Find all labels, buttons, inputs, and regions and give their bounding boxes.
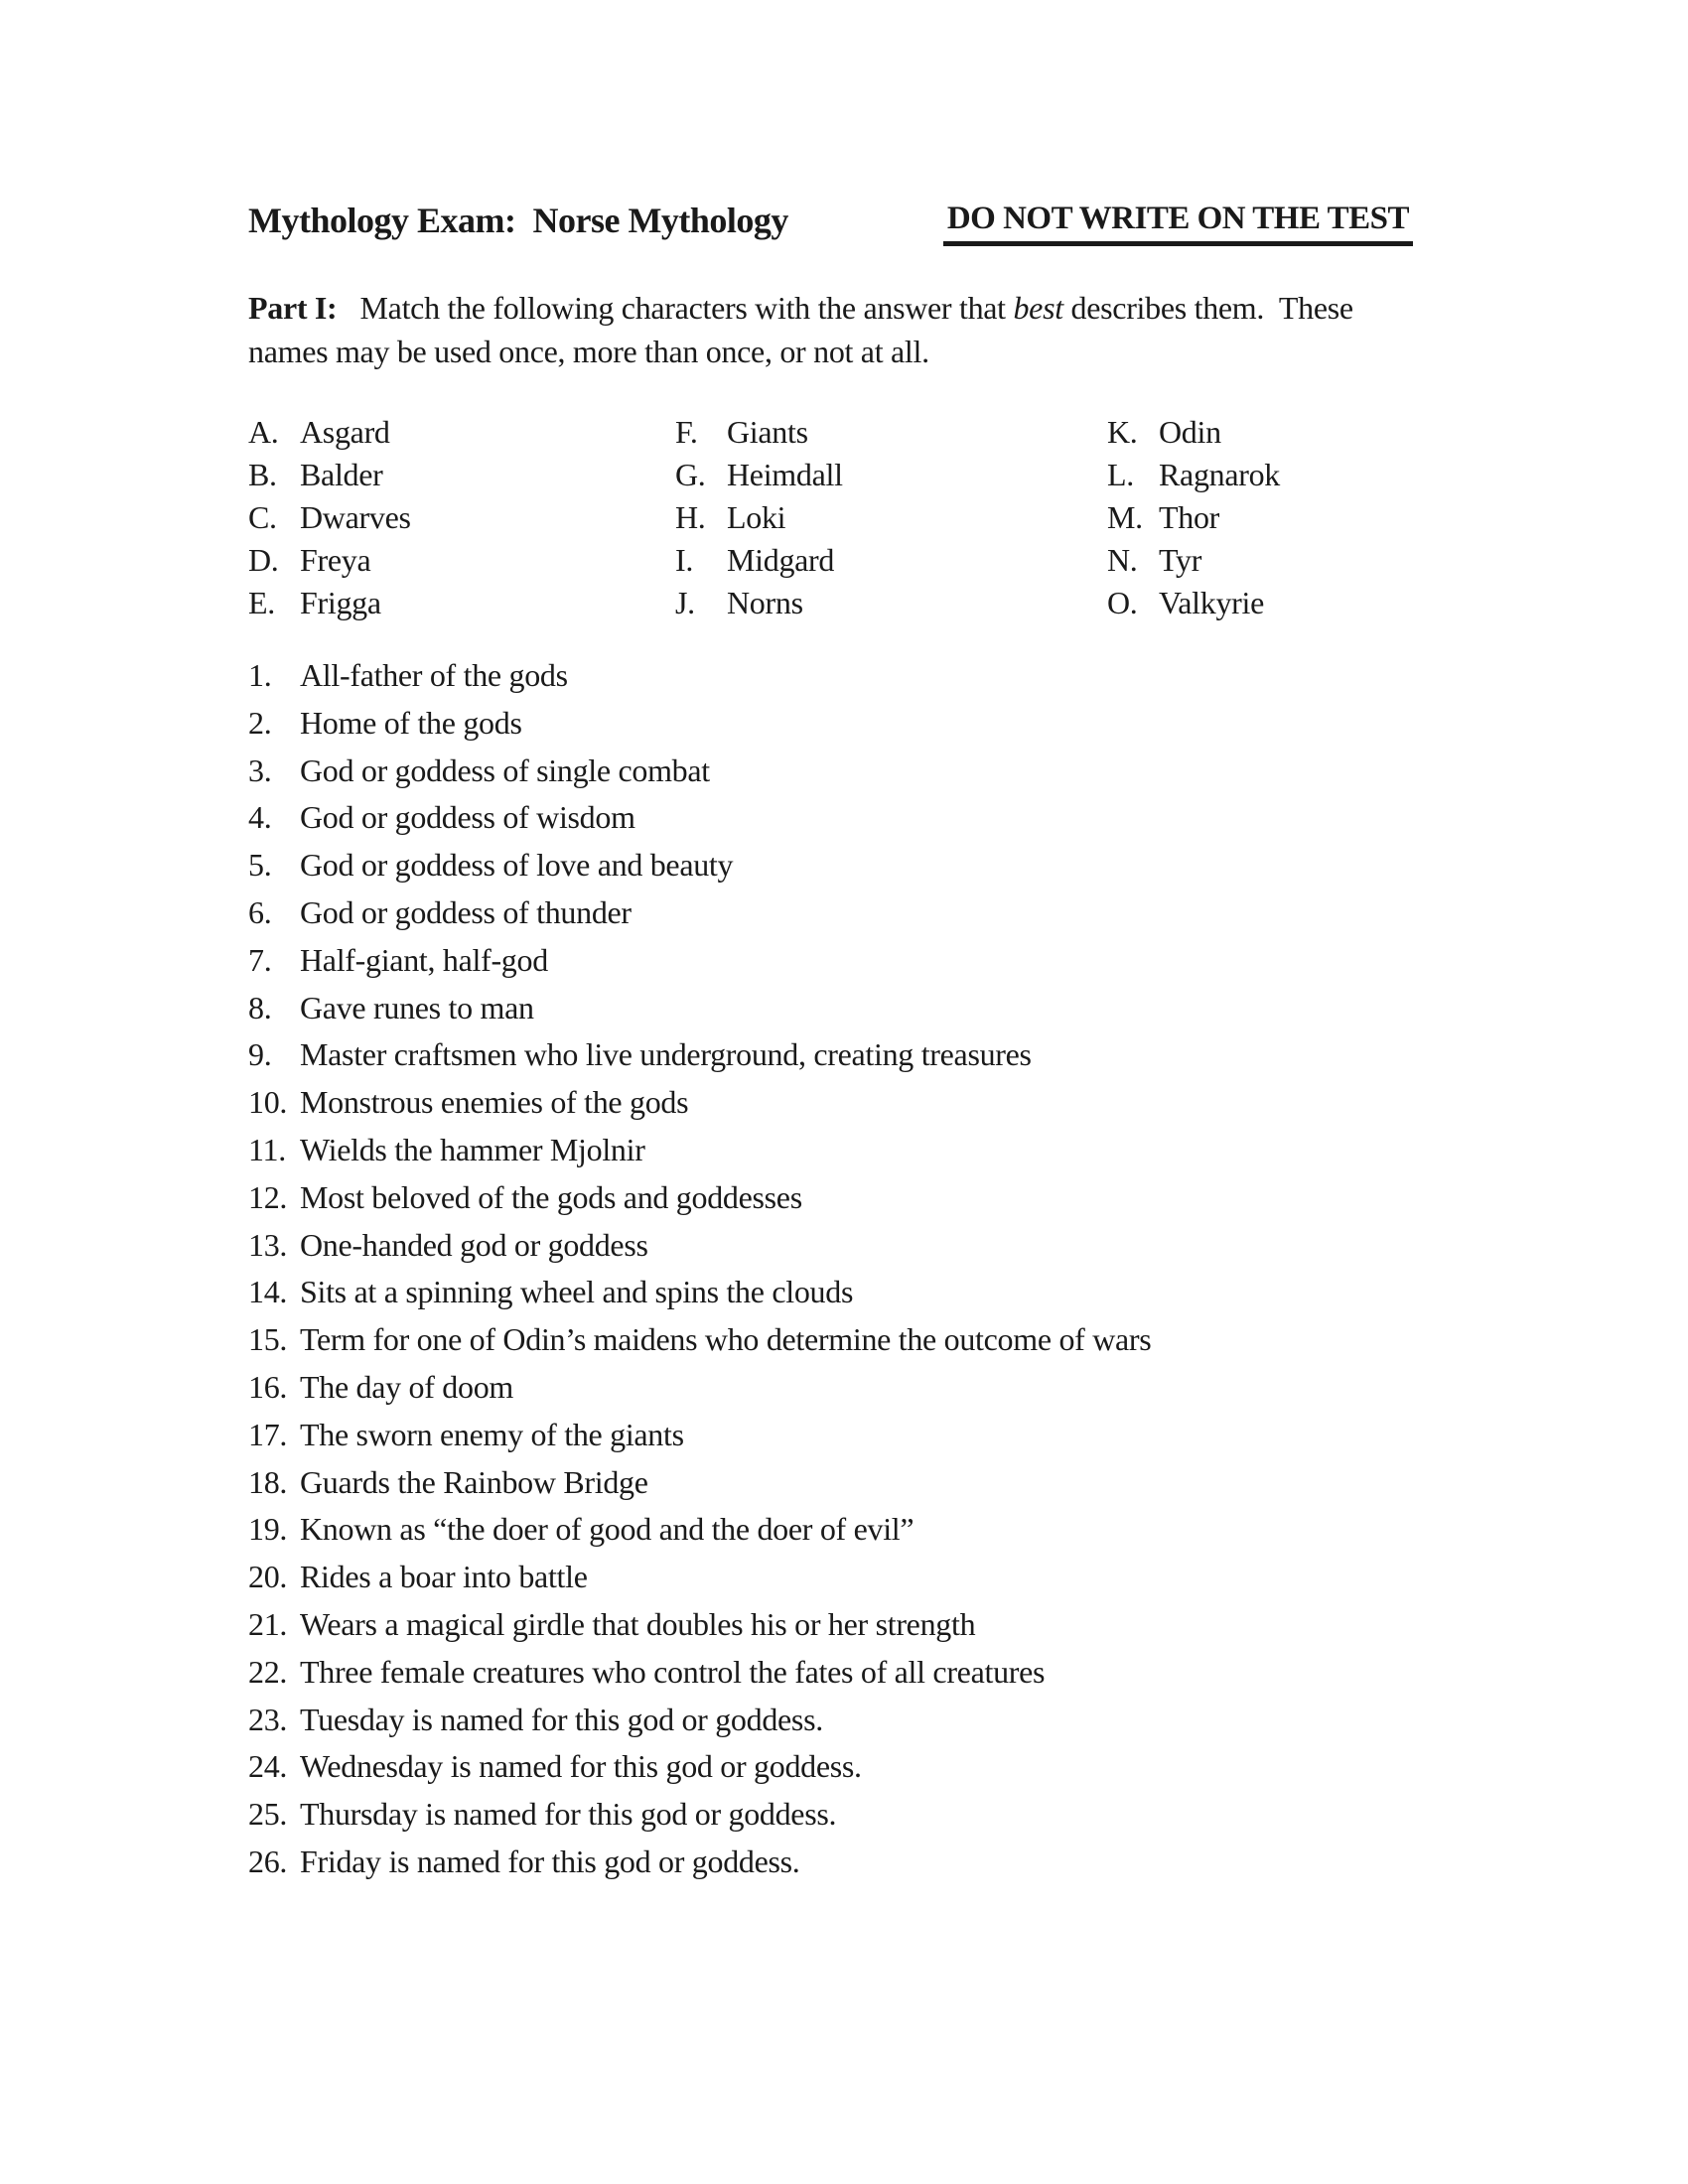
option-letter: A. bbox=[248, 414, 279, 450]
answer-option-H bbox=[675, 496, 1107, 539]
question-number: 2. bbox=[248, 704, 272, 741]
question-number: 12. bbox=[248, 1178, 288, 1215]
question-number: 11. bbox=[248, 1131, 286, 1167]
question-23 bbox=[248, 1697, 1465, 1744]
instructions-segment-2: describes them. These bbox=[1062, 290, 1353, 326]
question-number: 19. bbox=[248, 1511, 288, 1548]
option-letter: B. bbox=[248, 457, 277, 492]
question-number: 17. bbox=[248, 1416, 288, 1452]
question-text: Guards the Rainbow Bridge bbox=[300, 1463, 648, 1500]
question-text: Known as “the doer of good and the doer of evil” bbox=[300, 1511, 914, 1548]
question-3 bbox=[248, 748, 1465, 795]
question-number: 9. bbox=[248, 1036, 272, 1073]
question-number: 7. bbox=[248, 941, 272, 978]
question-text: Term for one of Odin’s maidens who determine the outcome of wars bbox=[300, 1321, 1152, 1358]
question-text: Monstrous enemies of the gods bbox=[300, 1084, 689, 1121]
question-19 bbox=[248, 1506, 1465, 1554]
question-number: 20. bbox=[248, 1559, 288, 1595]
question-number: 13. bbox=[248, 1226, 288, 1263]
answer-option-A bbox=[248, 411, 675, 454]
question-text: The sworn enemy of the giants bbox=[300, 1416, 684, 1452]
option-name: Asgard bbox=[300, 414, 390, 450]
question-text: God or goddess of wisdom bbox=[300, 799, 635, 836]
question-text: Wields the hammer Mjolnir bbox=[300, 1131, 645, 1167]
option-name: Tyr bbox=[1159, 542, 1202, 578]
question-17 bbox=[248, 1412, 1465, 1459]
question-8 bbox=[248, 985, 1465, 1032]
question-text: Most beloved of the gods and goddesses bbox=[300, 1178, 802, 1215]
option-name: Valkyrie bbox=[1159, 585, 1265, 620]
question-number: 24. bbox=[248, 1748, 288, 1785]
question-number: 21. bbox=[248, 1605, 288, 1642]
option-letter: L. bbox=[1107, 457, 1134, 492]
part1-instructions bbox=[248, 286, 1465, 373]
question-text: Wednesday is named for this god or goddess. bbox=[300, 1748, 862, 1785]
answer-option-K bbox=[1107, 411, 1465, 454]
question-text: God or goddess of love and beauty bbox=[300, 847, 734, 884]
option-letter: M. bbox=[1107, 499, 1143, 535]
question-1 bbox=[248, 652, 1465, 700]
question-text: Friday is named for this god or goddess. bbox=[300, 1843, 800, 1879]
option-name: Norns bbox=[727, 585, 803, 620]
option-name: Frigga bbox=[300, 585, 381, 620]
question-list bbox=[248, 652, 1465, 1886]
answer-option-N bbox=[1107, 539, 1465, 582]
answer-option-G bbox=[675, 454, 1107, 496]
question-number: 14. bbox=[248, 1274, 288, 1310]
question-25 bbox=[248, 1791, 1465, 1839]
question-10 bbox=[248, 1079, 1465, 1127]
question-14 bbox=[248, 1269, 1465, 1316]
option-letter: J. bbox=[675, 585, 695, 620]
option-name: Dwarves bbox=[300, 499, 411, 535]
question-text: Sits at a spinning wheel and spins the clouds bbox=[300, 1274, 854, 1310]
question-12 bbox=[248, 1174, 1465, 1222]
question-number: 22. bbox=[248, 1653, 288, 1690]
question-number: 8. bbox=[248, 989, 272, 1025]
header bbox=[248, 199, 1465, 246]
question-text: Master craftsmen who live underground, creating treasures bbox=[300, 1036, 1032, 1073]
question-20 bbox=[248, 1554, 1465, 1601]
question-number: 23. bbox=[248, 1701, 288, 1737]
question-number: 5. bbox=[248, 847, 272, 884]
answer-bank-column-2 bbox=[675, 411, 1107, 624]
option-letter: N. bbox=[1107, 542, 1138, 578]
question-11 bbox=[248, 1127, 1465, 1174]
option-name: Balder bbox=[300, 457, 383, 492]
question-5 bbox=[248, 842, 1465, 889]
option-letter: F. bbox=[675, 414, 698, 450]
question-number: 16. bbox=[248, 1368, 288, 1405]
answer-option-B bbox=[248, 454, 675, 496]
part1-label: Part I: bbox=[248, 290, 338, 326]
answer-bank-column-3 bbox=[1107, 411, 1465, 624]
question-text: One-handed god or goddess bbox=[300, 1226, 648, 1263]
question-9 bbox=[248, 1031, 1465, 1079]
question-number: 15. bbox=[248, 1321, 288, 1358]
answer-option-O bbox=[1107, 582, 1465, 624]
question-16 bbox=[248, 1364, 1465, 1412]
option-letter: D. bbox=[248, 542, 279, 578]
exam-title: Mythology Exam: Norse Mythology bbox=[248, 201, 788, 240]
instructions-segment-1: Match the following characters with the answer that bbox=[337, 290, 1014, 326]
question-number: 25. bbox=[248, 1796, 288, 1833]
question-text: All-father of the gods bbox=[300, 657, 568, 693]
option-name: Freya bbox=[300, 542, 371, 578]
answer-option-E bbox=[248, 582, 675, 624]
answer-option-C bbox=[248, 496, 675, 539]
option-letter: K. bbox=[1107, 414, 1138, 450]
question-number: 6. bbox=[248, 893, 272, 930]
question-number: 26. bbox=[248, 1843, 288, 1879]
question-number: 1. bbox=[248, 657, 272, 693]
question-text: The day of doom bbox=[300, 1368, 514, 1405]
question-text: Wears a magical girdle that doubles his or her strength bbox=[300, 1605, 976, 1642]
question-text: God or goddess of single combat bbox=[300, 751, 710, 788]
question-24 bbox=[248, 1743, 1465, 1791]
answer-option-L bbox=[1107, 454, 1465, 496]
option-letter: H. bbox=[675, 499, 706, 535]
question-number: 10. bbox=[248, 1084, 288, 1121]
option-letter: E. bbox=[248, 585, 275, 620]
question-22 bbox=[248, 1649, 1465, 1697]
option-name: Heimdall bbox=[727, 457, 843, 492]
question-18 bbox=[248, 1459, 1465, 1507]
question-text: Gave runes to man bbox=[300, 989, 534, 1025]
question-text: Three female creatures who control the fates of all creatures bbox=[300, 1653, 1046, 1690]
answer-option-J bbox=[675, 582, 1107, 624]
question-text: Thursday is named for this god or goddess. bbox=[300, 1796, 837, 1833]
answer-option-I bbox=[675, 539, 1107, 582]
question-number: 3. bbox=[248, 751, 272, 788]
answer-bank bbox=[248, 411, 1465, 624]
question-text: God or goddess of thunder bbox=[300, 893, 632, 930]
question-number: 4. bbox=[248, 799, 272, 836]
question-7 bbox=[248, 937, 1465, 985]
option-name: Thor bbox=[1159, 499, 1220, 535]
option-letter: O. bbox=[1107, 585, 1138, 620]
question-2 bbox=[248, 700, 1465, 748]
question-text: Half-giant, half-god bbox=[300, 941, 548, 978]
option-name: Loki bbox=[727, 499, 786, 535]
question-4 bbox=[248, 794, 1465, 842]
option-letter: G. bbox=[675, 457, 706, 492]
option-name: Midgard bbox=[727, 542, 835, 578]
option-name: Odin bbox=[1159, 414, 1221, 450]
question-text: Home of the gods bbox=[300, 704, 522, 741]
question-6 bbox=[248, 889, 1465, 937]
do-not-write-warning: DO NOT WRITE ON THE TEST bbox=[943, 199, 1413, 246]
instructions-line-2: names may be used once, more than once, or not at all. bbox=[248, 334, 929, 369]
answer-option-F bbox=[675, 411, 1107, 454]
answer-option-D bbox=[248, 539, 675, 582]
option-letter: C. bbox=[248, 499, 277, 535]
answer-bank-column-1 bbox=[248, 411, 675, 624]
question-text: Tuesday is named for this god or goddess. bbox=[300, 1701, 823, 1737]
question-26 bbox=[248, 1839, 1465, 1886]
question-21 bbox=[248, 1601, 1465, 1649]
question-13 bbox=[248, 1222, 1465, 1270]
best-italic-word: best bbox=[1013, 290, 1063, 326]
page-content bbox=[248, 199, 1465, 1886]
option-name: Giants bbox=[727, 414, 808, 450]
option-name: Ragnarok bbox=[1159, 457, 1281, 492]
question-number: 18. bbox=[248, 1463, 288, 1500]
question-text: Rides a boar into battle bbox=[300, 1559, 588, 1595]
option-letter: I. bbox=[675, 542, 694, 578]
question-15 bbox=[248, 1316, 1465, 1364]
answer-option-M bbox=[1107, 496, 1465, 539]
